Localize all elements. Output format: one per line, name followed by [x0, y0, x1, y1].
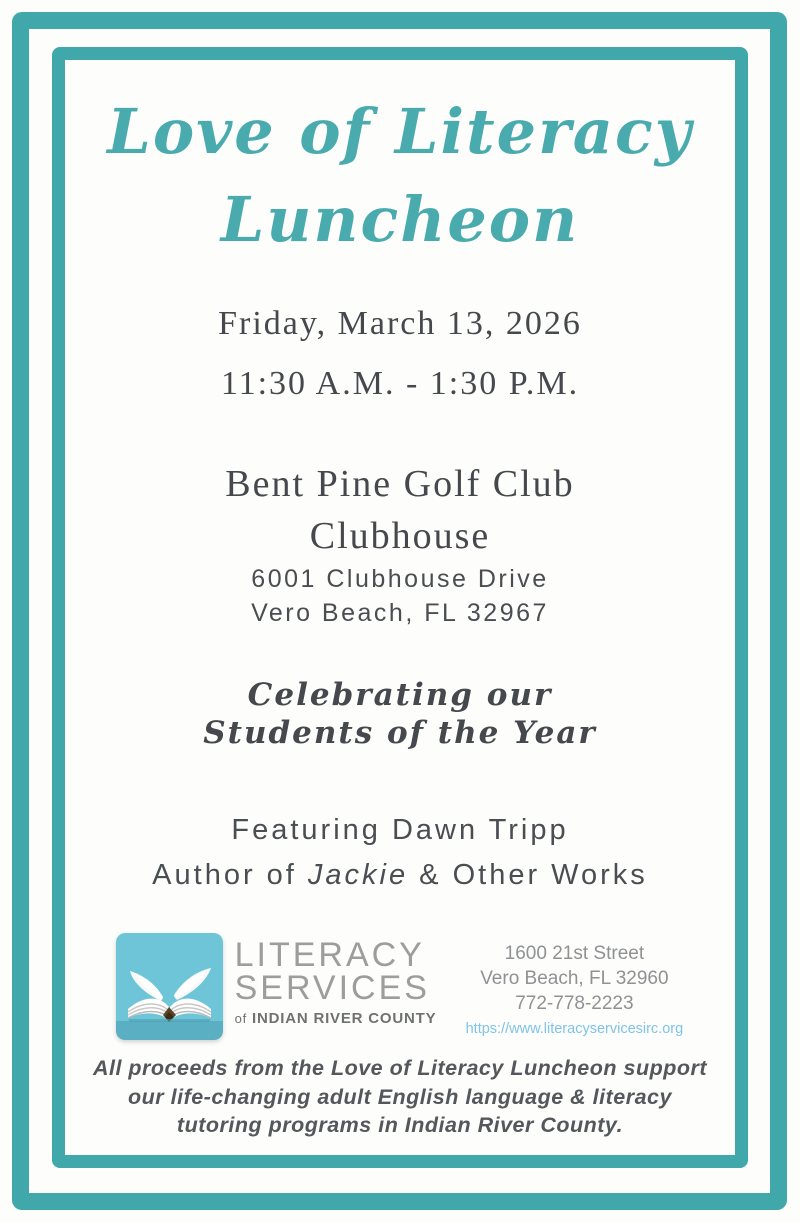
org-tagline-of: of [234, 1011, 248, 1026]
celebration-line2: Students of the Year [203, 715, 597, 751]
website-link[interactable]: https://www.literacyservicesirc.org [465, 1021, 684, 1037]
celebration-tagline [0, 676, 800, 752]
event-title-line1: Love of Literacy [107, 95, 693, 168]
contact-city: Vero Beach, FL 32960 [480, 968, 669, 989]
contact-phone: 772-778-2223 [515, 993, 634, 1014]
organization-name [235, 933, 437, 1027]
author-suffix: & Other Works [408, 859, 648, 891]
org-name-line1: LITERACY [234, 936, 425, 974]
celebration-line1: Celebrating our [247, 677, 553, 713]
contact-block [454, 933, 694, 1042]
venue-street: 6001 Clubhouse Drive [251, 565, 549, 593]
event-time: 11:30 A.M. - 1:30 P.M. [220, 365, 580, 402]
venue-address [0, 562, 800, 630]
proceeds-note [0, 1054, 800, 1140]
venue-name [0, 458, 800, 562]
proceeds-line3: tutoring programs in Indian River County. [176, 1113, 624, 1137]
proceeds-line1: All proceeds from the Love of Literacy Luncheon support [92, 1056, 708, 1080]
proceeds-line2: our life-changing adult English language & literacy [128, 1084, 672, 1109]
open-book-icon [116, 933, 223, 1040]
speaker-name-line: Featuring Dawn Tripp [231, 814, 569, 846]
contact-street: 1600 21st Street [504, 943, 645, 964]
venue-city: Vero Beach, FL 32967 [251, 599, 549, 627]
author-prefix: Author of [152, 859, 308, 891]
venue-line2: Clubhouse [309, 515, 491, 557]
speaker-works-line [0, 853, 800, 898]
venue-line1: Bent Pine Golf Club [225, 463, 575, 505]
org-tagline-county: INDIAN RIVER COUNTY [252, 1010, 437, 1027]
org-tagline [235, 1010, 437, 1027]
event-title-line2: Luncheon [220, 183, 580, 256]
event-title [0, 88, 800, 264]
event-date: Friday, March 13, 2026 [218, 305, 582, 342]
organization-block [0, 933, 800, 1042]
org-name-line2: SERVICES [234, 969, 430, 1007]
featured-speaker [0, 808, 800, 898]
book-title: Jackie [307, 859, 409, 891]
